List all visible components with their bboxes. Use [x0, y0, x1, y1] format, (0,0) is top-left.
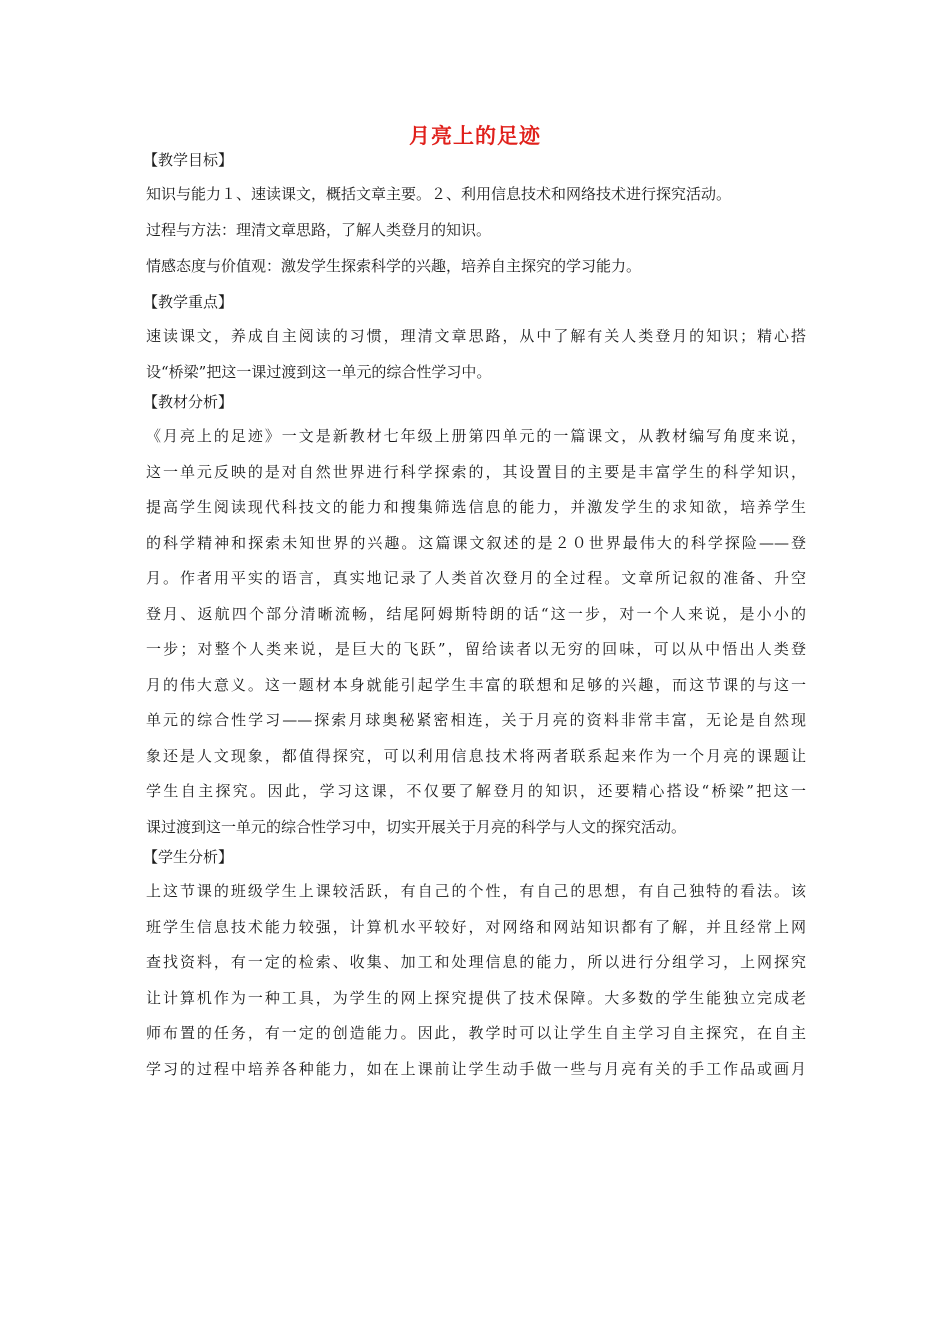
- text-line: 班学生信息技术能力较强，计算机水平较好，对网络和网站知识都有了解，并且经常上网: [146, 917, 806, 936]
- section-heading: 【学生分析】: [143, 848, 234, 866]
- text-line: 查找资料，有一定的检索、收集、加工和处理信息的能力，所以进行分组学习，上网探究: [146, 953, 806, 971]
- section-heading: 【教材分析】: [143, 393, 234, 411]
- goal-line: 过程与方法：理清文章思路，了解人类登月的知识。: [146, 221, 492, 239]
- text-line: 课过渡到这一单元的综合性学习中，切实开展关于月亮的科学与人文的探究活动。: [146, 817, 687, 836]
- section-student-analysis: [143, 846, 806, 1087]
- text-line: 让计算机作为一种工具，为学生的网上探究提供了技术保障。大多数的学生能独立完成老: [146, 988, 806, 1007]
- text-line: 上这节课的班级学生上课较活跃，有自己的个性，有自己的思想，有自己独特的看法。该: [146, 882, 806, 900]
- text-line: 登月、返航四个部分清晰流畅，结尾阿姆斯特朗的话“这一步，对一个人来说，是小小的: [146, 604, 806, 623]
- paragraph: [146, 874, 806, 1087]
- section-teaching-focus: [143, 291, 806, 391]
- paragraph: [146, 319, 806, 390]
- text-line: 一步；对整个人类来说，是巨大的飞跃”，留给读者以无穷的回味，可以从中悟出人类登: [146, 640, 806, 658]
- text-line: 的科学精神和探索未知世界的兴趣。这篇课文叙述的是２０世界最伟大的科学探险——登: [146, 533, 806, 552]
- text-line: 学习的过程中培养各种能力，如在上课前让学生动手做一些与月亮有关的手工作品或画月: [146, 1059, 806, 1078]
- section-heading: 【教学目标】: [143, 151, 234, 169]
- text-line: 月的伟大意义。这一题材本身就能引起学生丰富的联想和足够的兴趣，而这节课的与这一: [146, 675, 806, 694]
- goal-line: 知识与能力１、速读课文，概括文章主要。２、利用信息技术和网络技术进行探究活动。: [146, 185, 732, 203]
- document-title: 月亮上的足迹: [409, 123, 541, 148]
- text-line: 月。作者用平实的语言，真实地记录了人类首次登月的全过程。文章所记叙的准备、升空: [146, 569, 806, 587]
- section-material-analysis: [143, 391, 806, 846]
- goal-line: 情感态度与价值观：激发学生探索科学的兴趣，培养自主探究的学习能力。: [146, 257, 642, 275]
- text-line: 速读课文，养成自主阅读的习惯，理清文章思路，从中了解有关人类登月的知识；精心搭: [146, 327, 806, 345]
- section-teaching-goals: [143, 149, 806, 291]
- text-line: 单元的综合性学习——探索月球奥秘紧密相连，关于月亮的资料非常丰富，无论是自然现: [146, 711, 806, 729]
- text-line: 提高学生阅读现代科技文的能力和搜集筛选信息的能力，并激发学生的求知欲，培养学生: [146, 498, 806, 516]
- text-line: 师布置的任务，有一定的创造能力。因此，教学时可以让学生自主学习自主探究，在自主: [146, 1024, 806, 1042]
- document-body: [143, 149, 806, 1087]
- text-line: 象还是人文现象，都值得探究，可以利用信息技术将两者联系起来作为一个月亮的课题让: [146, 746, 806, 765]
- text-line: 设“桥梁”把这一课过渡到这一单元的综合性学习中。: [146, 362, 492, 381]
- paragraph: [146, 419, 806, 845]
- section-heading: 【教学重点】: [143, 293, 234, 311]
- text-line: 这一单元反映的是对自然世界进行科学探索的，其设置目的主要是丰富学生的科学知识，: [146, 462, 806, 481]
- text-line: 学生自主探究。因此，学习这课，不仅要了解登月的知识，还要精心搭设“桥梁”把这一: [146, 782, 806, 800]
- text-line: 《月亮上的足迹》一文是新教材七年级上册第四单元的一篇课文，从教材编写角度来说，: [146, 427, 806, 445]
